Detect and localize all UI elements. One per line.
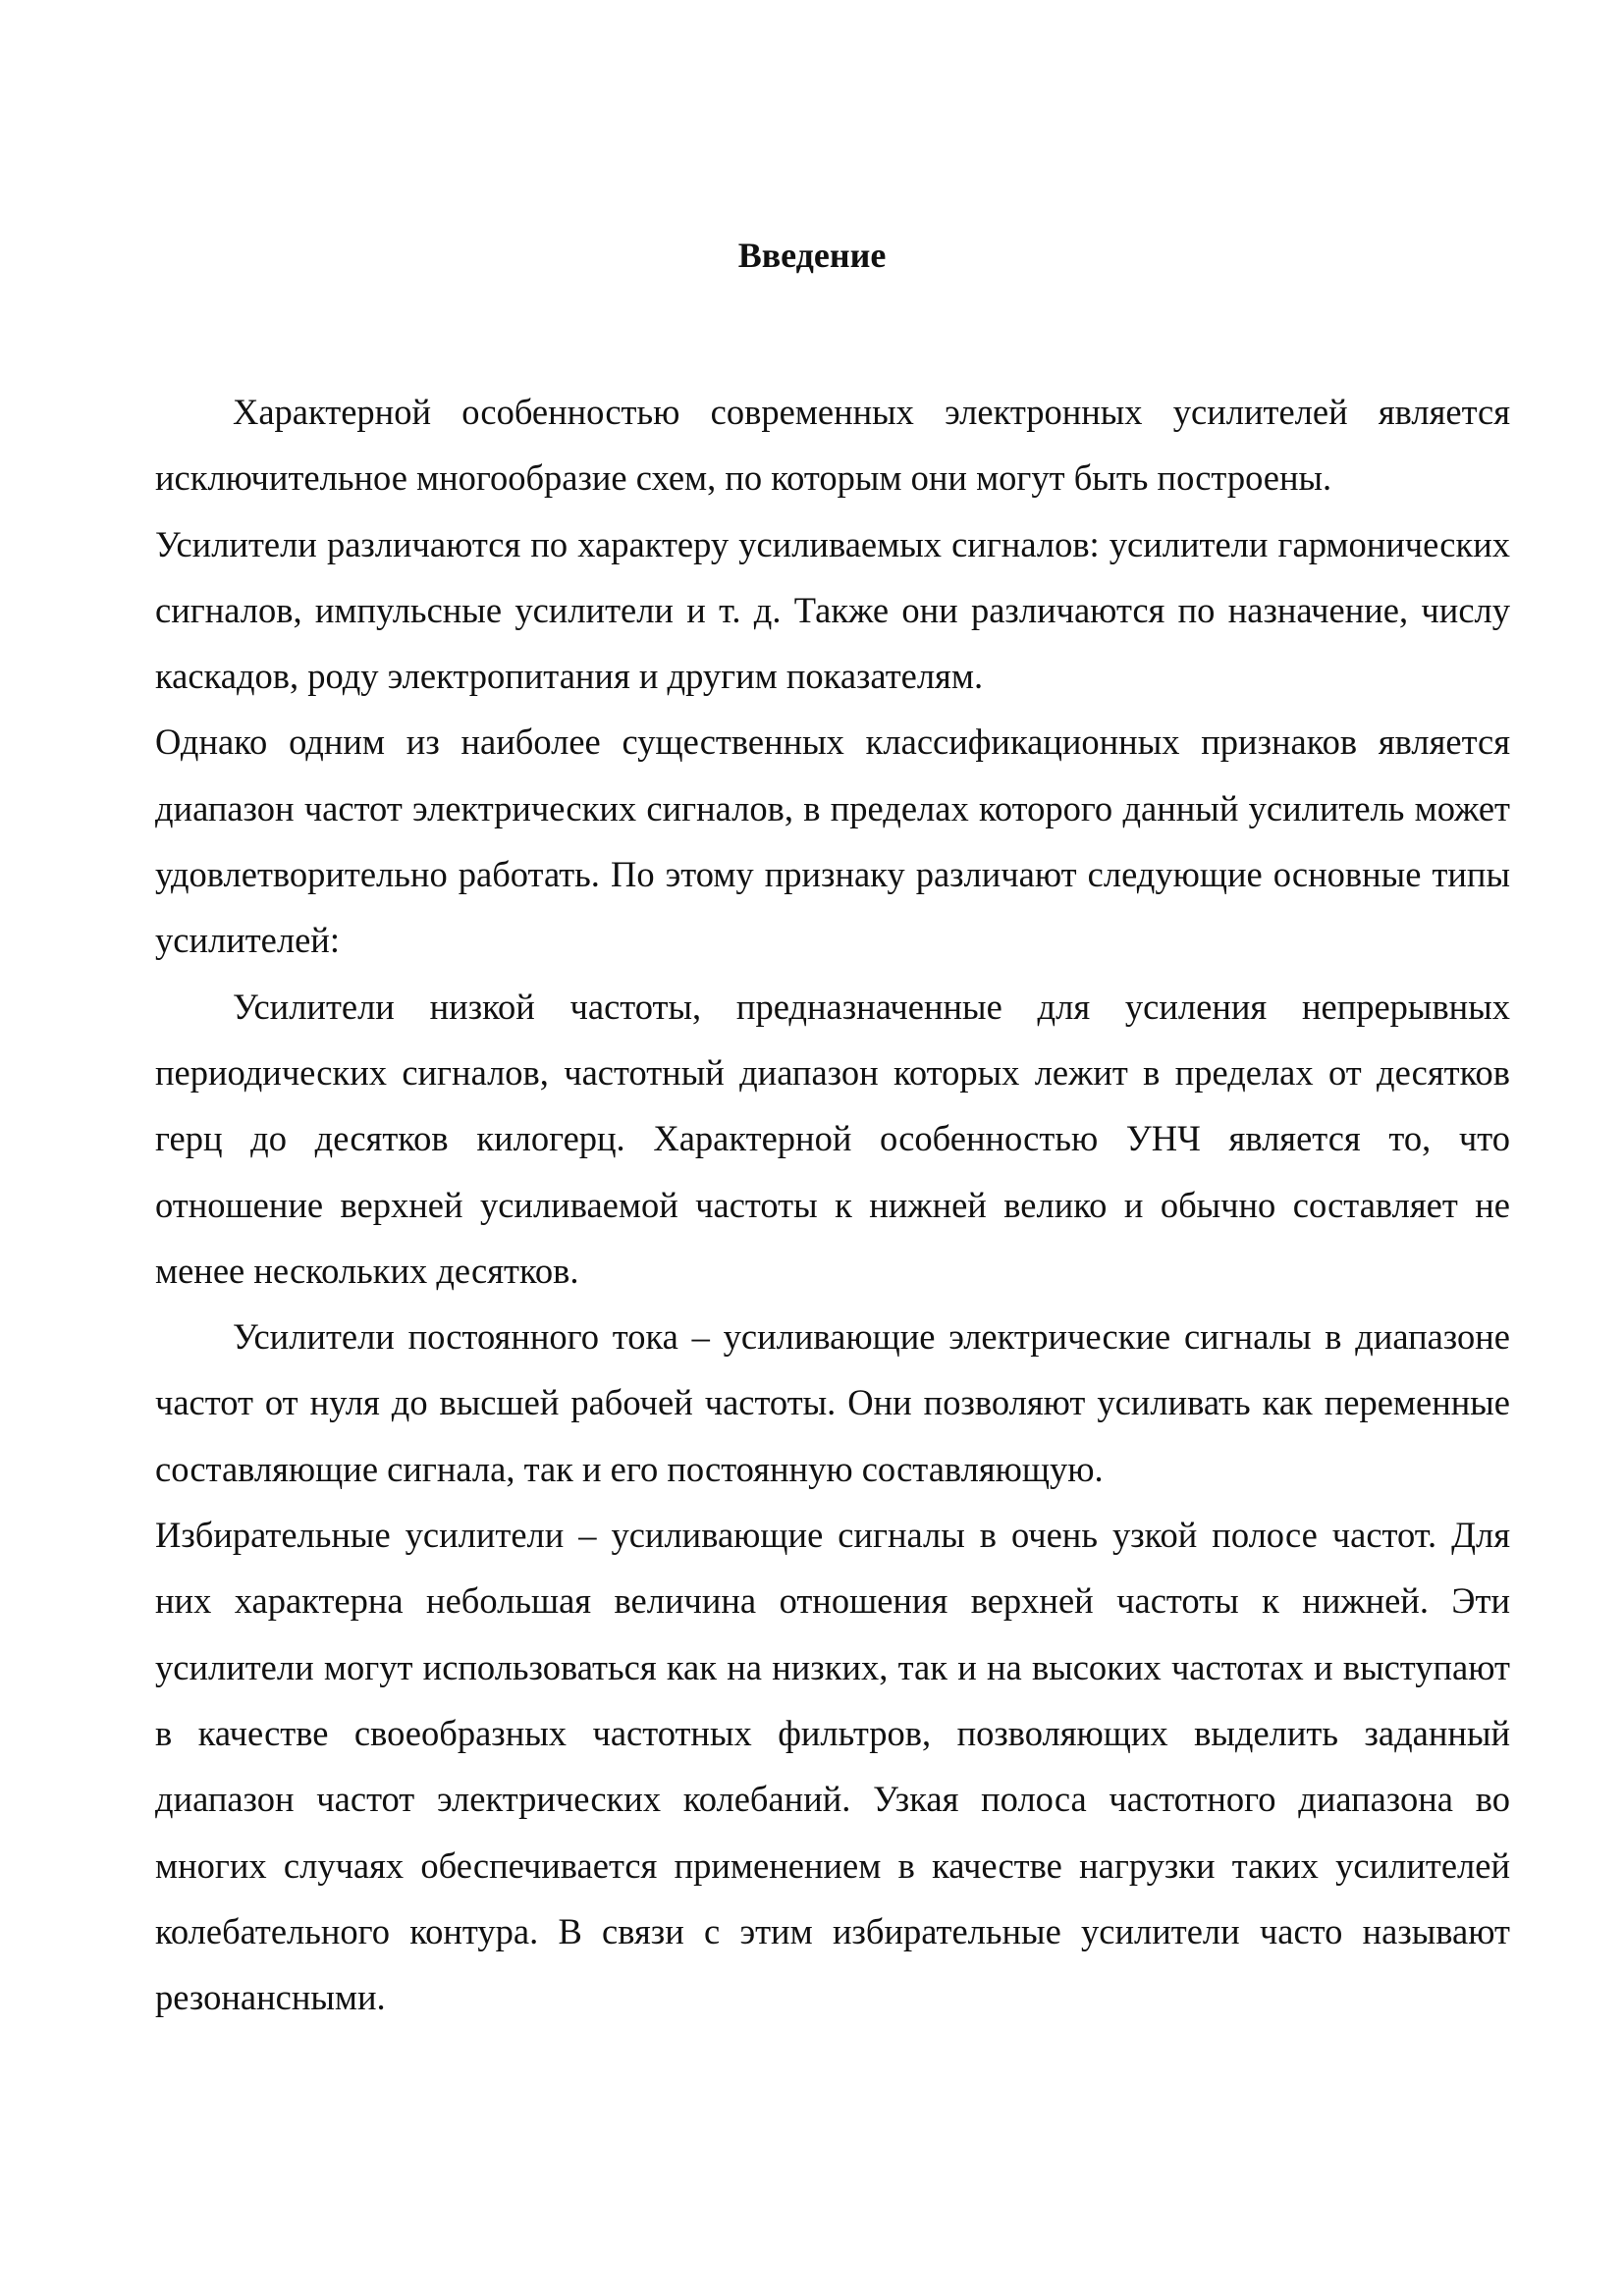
paragraph-6: Избирательные усилители – усиливающие сигналы в очень узкой полосе частот. Для них характерна небольшая величина отношения верхней частоты к нижней. Эти усилители могут использоваться как на низких, так и на высоких частотах и выступают в качестве своеобразных частотных фильтров, позволяющих выделить заданный диапазон частот электрических колебаний. Узкая полоса частотного диапазона во многих случаях обеспечивается применением в качестве нагрузки таких усилителей колебательного контура. В связи с этим избирательные усилители часто называют резонансными. bbox=[155, 1515, 1510, 2018]
paragraph-1: Характерной особенностью современных электронных усилителей является исключительное многообразие схем, по которым они могут быть построены. bbox=[155, 392, 1510, 499]
paragraph-4: Усилители низкой частоты, предназначенные для усиления непрерывных периодических сигналов, частотный диапазон которых лежит в пределах от десятков герц до десятков килогерц. Характерной особенностью УНЧ является то, что отношение верхней усиливаемой частоты к нижней велико и обычно составляет не менее нескольких десятков. bbox=[155, 986, 1510, 1291]
paragraph-2: Усилители различаются по характеру усиливаемых сигналов: усилители гармонических сигналов, импульсные усилители и т. д. Также они различаются по назначение, числу каскадов, роду электропитания и другим показателям. bbox=[155, 523, 1510, 697]
paragraph-3: Однако одним из наиболее существенных классификационных признаков является диапазон частот электрических сигналов, в пределах которого данный усилитель может удовлетворительно работать. По этому признаку различают следующие основные типы усилителей: bbox=[155, 721, 1510, 961]
page-title: Введение bbox=[737, 236, 887, 275]
paragraph-5: Усилители постоянного тока – усиливающие электрические сигналы в диапазоне частот от нуля до высшей рабочей частоты. Они позволяют усиливать как переменные составляющие сигнала, так и его постоянную составляющую. bbox=[155, 1316, 1510, 1489]
document-body bbox=[155, 379, 1510, 2030]
